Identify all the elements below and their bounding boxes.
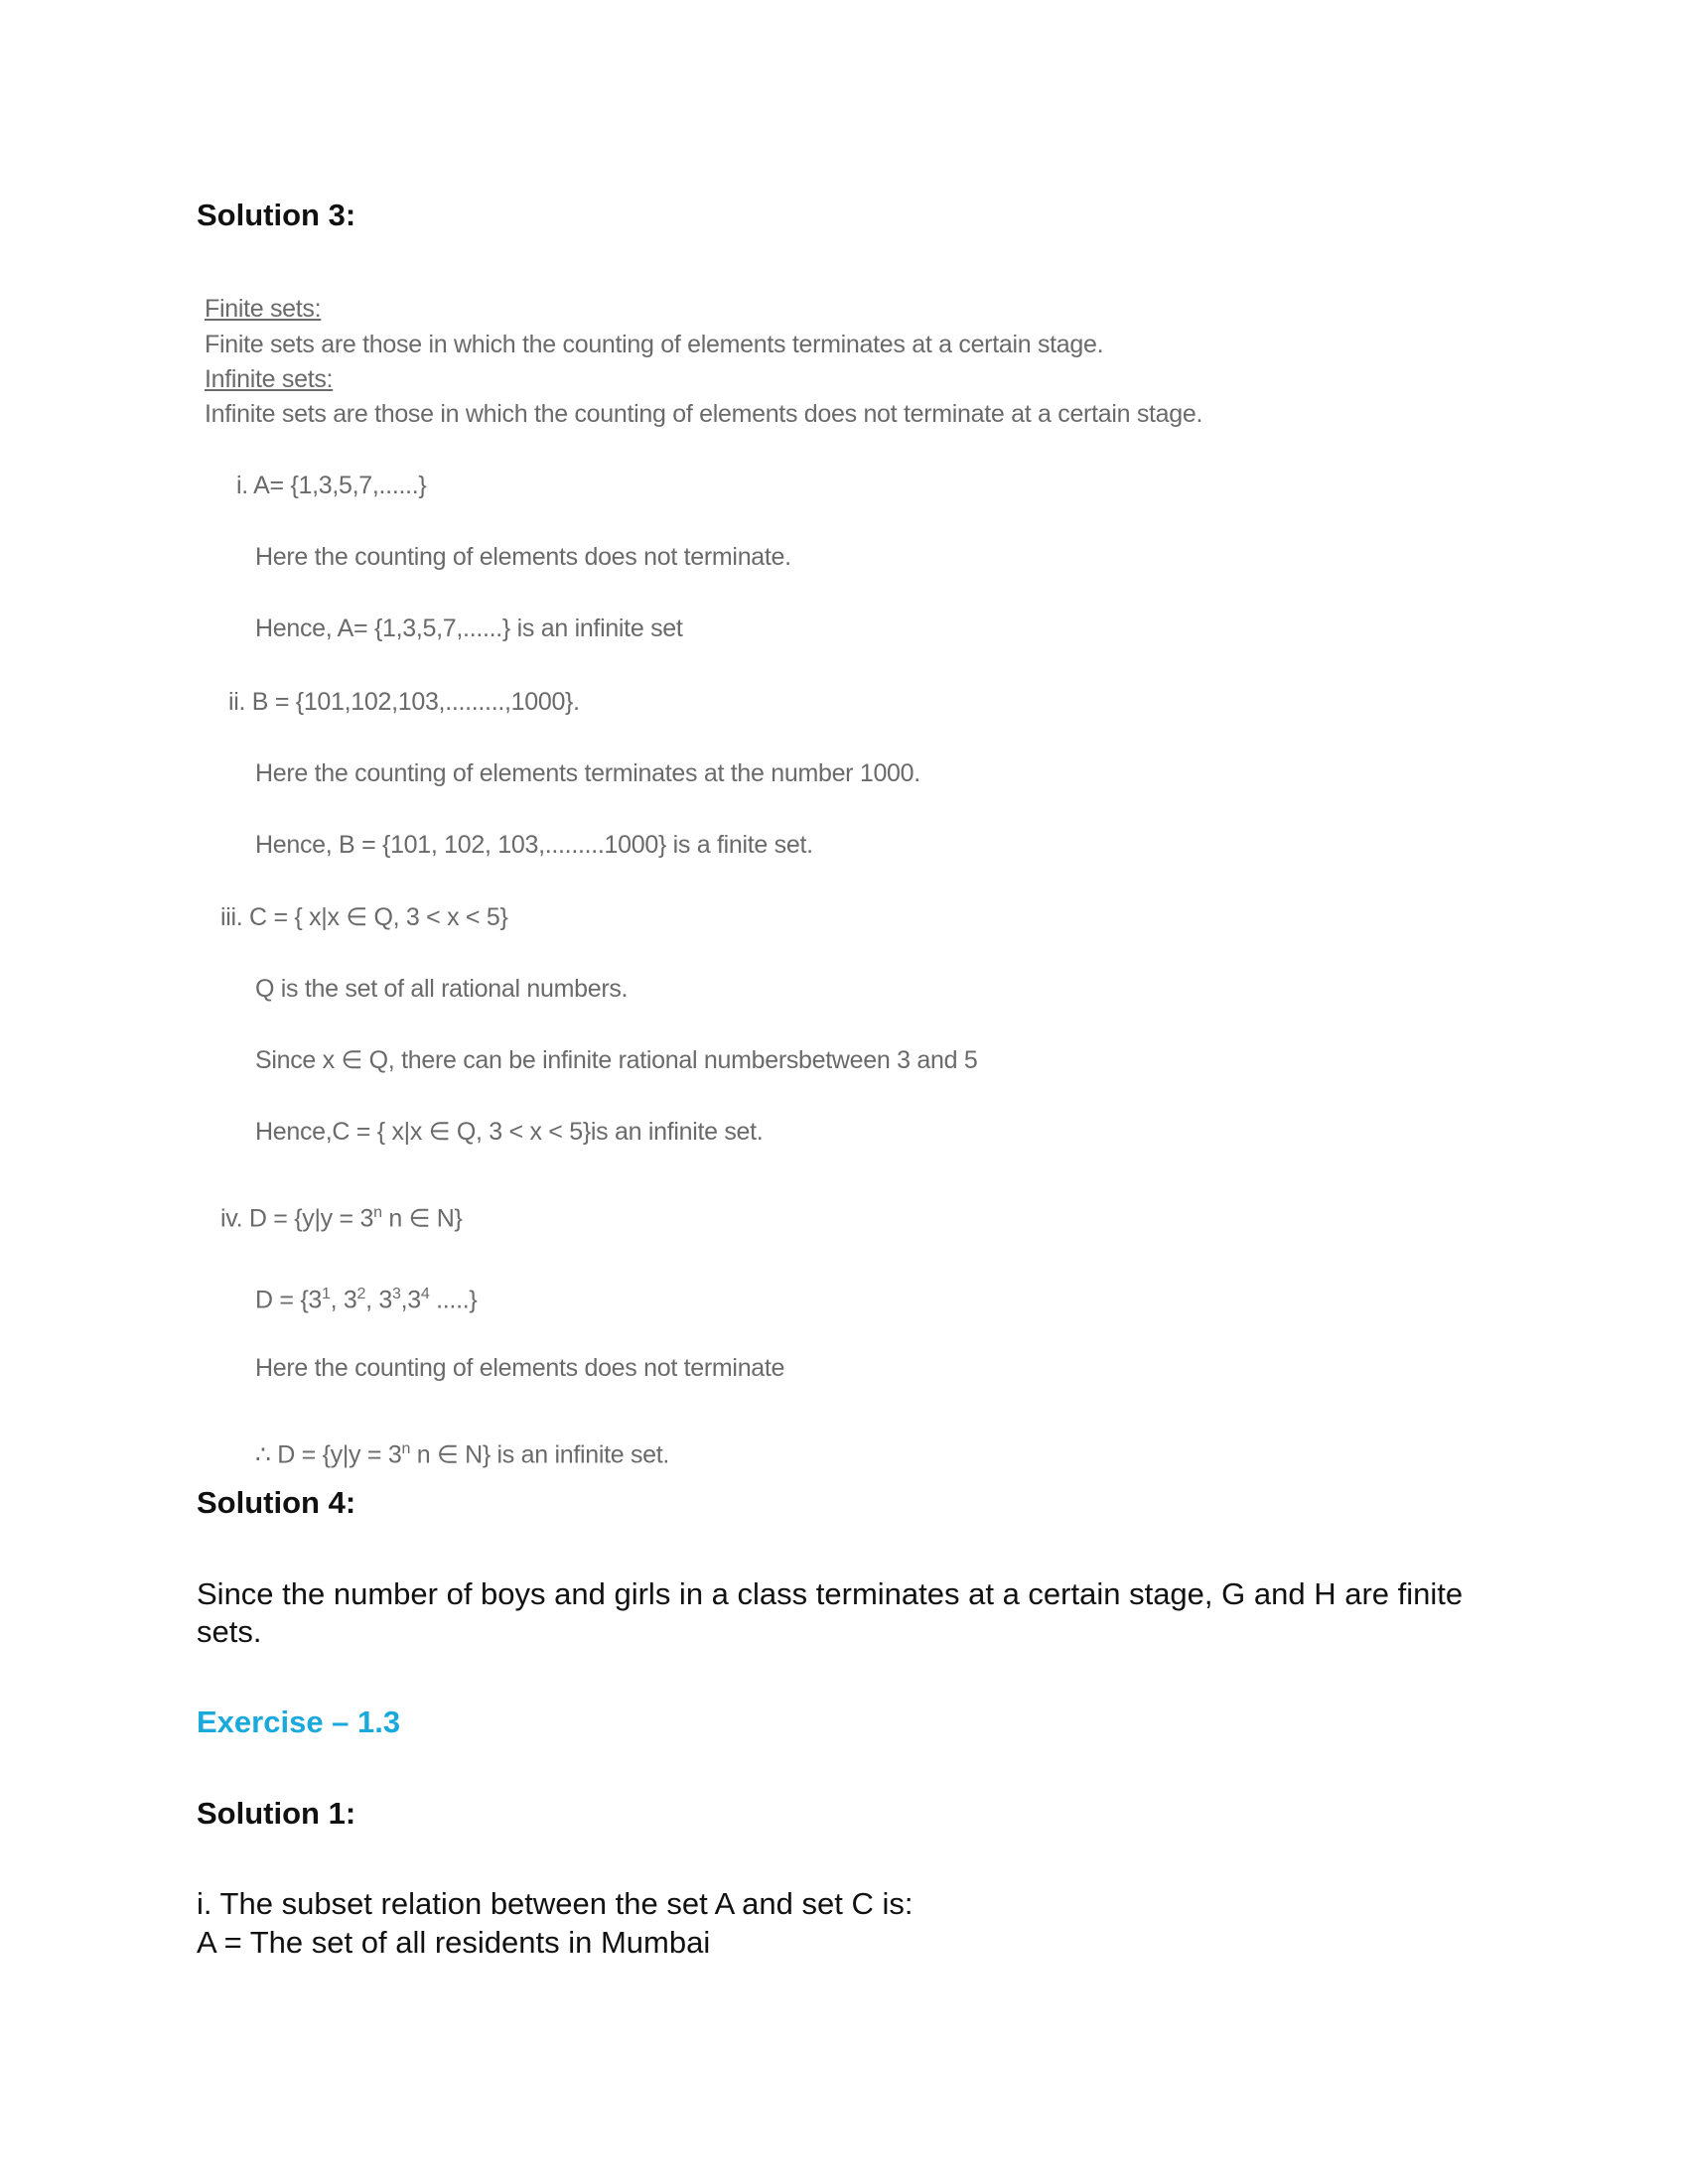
solution-1-line2: A = The set of all residents in Mumbai	[197, 1925, 711, 1960]
item-iii-line2: Since x ∈ Q, there can be infinite rational numbersbetween 3 and 5	[255, 1046, 978, 1074]
conclusion-text: ∴ D = {y|y = 3	[255, 1440, 402, 1469]
finite-sets-definition: Finite sets are those in which the counting of elements terminates at a certain stage.	[205, 331, 1104, 358]
exp: n	[401, 1440, 411, 1457]
solution-3-heading: Solution 3:	[197, 198, 356, 232]
conclusion-text-end: n ∈ N} is an infinite set.	[410, 1440, 670, 1469]
set-text: D = {3	[255, 1286, 322, 1314]
item-ii-line2: Hence, B = {101, 102, 103,.........1000} is a finite set.	[255, 831, 813, 859]
iv-label-exponent: n	[373, 1204, 382, 1221]
set-text: ,3	[400, 1286, 421, 1314]
exp: 1	[322, 1286, 331, 1302]
exp: 4	[420, 1286, 430, 1302]
exercise-heading: Exercise – 1.3	[197, 1705, 401, 1739]
infinite-sets-definition: Infinite sets are those in which the counting of elements does not terminate at a certain stage.	[205, 400, 1203, 428]
item-iii-line3: Hence,C = { x|x ∈ Q, 3 < x < 5}is an infinite set.	[255, 1118, 764, 1146]
iv-label-text: iv. D = {y|y = 3	[220, 1204, 374, 1233]
solution-1-heading: Solution 1:	[197, 1796, 356, 1831]
item-ii-line1: Here the counting of elements terminates at the number 1000.	[255, 759, 920, 787]
item-i-line1: Here the counting of elements does not terminate.	[255, 543, 791, 571]
item-iv-line1: Here the counting of elements does not terminate	[255, 1354, 785, 1382]
set-text: , 3	[330, 1286, 357, 1314]
exp: 3	[392, 1286, 401, 1302]
item-iv-conclusion	[255, 1434, 669, 1469]
iv-label-text-end: n ∈ N}	[381, 1204, 463, 1233]
item-iv-label	[220, 1198, 463, 1233]
item-i-label: i. A= {1,3,5,7,......}	[236, 472, 427, 499]
finite-sets-title: Finite sets:	[205, 295, 322, 323]
item-i-line2: Hence, A= {1,3,5,7,......} is an infinite set	[255, 614, 683, 642]
solution-1-line1: i. The subset relation between the set A and set C is:	[197, 1886, 914, 1921]
solution-4-heading: Solution 4:	[197, 1485, 356, 1520]
solution-4-text: Since the number of boys and girls in a class terminates at a certain stage, G and H are finite sets.	[197, 1576, 1464, 1649]
exp: 2	[356, 1286, 366, 1302]
item-iii-line1: Q is the set of all rational numbers.	[255, 975, 629, 1003]
item-iii-label: iii. C = { x|x ∈ Q, 3 < x < 5}	[220, 903, 508, 931]
infinite-sets-title: Infinite sets:	[205, 365, 334, 393]
item-iv-set	[255, 1280, 477, 1314]
set-text: , 3	[365, 1286, 393, 1314]
item-ii-label: ii. B = {101,102,103,.........,1000}.	[228, 688, 580, 716]
set-text: .....}	[429, 1286, 478, 1314]
